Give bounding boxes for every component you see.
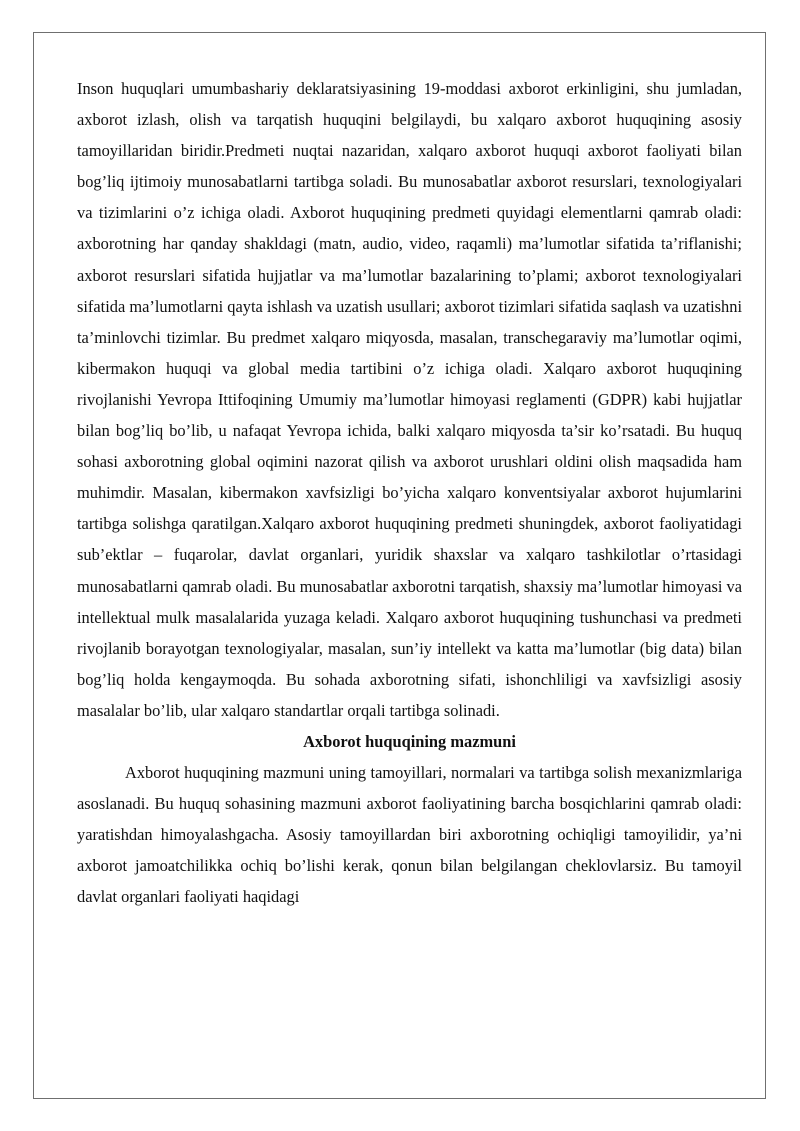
body-paragraph-2: Axborot huquqining mazmuni uning tamoyillari, normalari va tartibga solish mexanizmlariga asoslanadi. Bu huquq sohasining mazmuni axborot faoliyatining barcha bosqichlarini qamrab oladi: yaratishdan himoyalashgacha. Asosiy tamoyillardan biri axborotning ochiqligi tamoyilidir, ya’ni axborot jamoatchilikka ochiq bo’lishi kerak, qonun bilan belgilangan cheklovlarsiz. Bu tamoyil davlat organlari faoliyati haqidagi xyxy=(77,763,742,907)
section-heading: Axborot huquqining mazmuni xyxy=(303,731,516,751)
document-body xyxy=(77,73,742,913)
body-paragraph-1: Inson huquqlari umumbashariy deklaratsiyasining 19-moddasi axborot erkinligini, shu jumladan, axborot izlash, olish va tarqatish huquqini belgilaydi, bu xalqaro axborot huquqining asosiy tamoyillaridan biridir.Predmeti nuqtai nazaridan, xalqaro axborot huquqi axborot faoliyati bilan bog’liq ijtimoiy munosabatlarni tartibga soladi. Bu munosabatlar axborot resurslari, texnologiyalari va tizimlarini o’z ichiga oladi. Axborot huquqining predmeti quyidagi elementlarni qamrab oladi: axborotning har qanday shakldagi (matn, audio, video, raqamli) ma’lumotlar sifatida ta’riflanishi; axborot resurslari sifatida hujjatlar va ma’lumotlar bazalarining to’plami; axborot texnologiyalari sifatida ma’lumotlarni qayta ishlash va uzatish usullari; axborot tizimlari sifatida saqlash va uzatishni ta’minlovchi tizimlar. Bu predmet xalqaro miqyosda, masalan, transchegaraviy ma’lumotlar oqimi, kibermakon huquqi va global media tartibini o’z ichiga oladi. Xalqaro axborot huquqining rivojlanishi Yevropa Ittifoqining Umumiy ma’lumotlar himoyasi reglamenti (GDPR) kabi hujjatlar bilan bog’liq bo’lib, u nafaqat Yevropa ichida, balki xalqaro miqyosda ta’sir ko’rsatadi. Bu huquq sohasi axborotning global oqimini nazorat qilish va axborot urushlari oldini olish maqsadida ham muhimdir. Masalan, kibermakon xavfsizligi bo’yicha xalqaro konventsiyalar axborot hujumlarini tartibga solishga qaratilgan.Xalqaro axborot huquqining predmeti shuningdek, axborot faoliyatidagi sub’ektlar – fuqarolar, davlat organlari, yuridik shaxslar va xalqaro tashkilotlar o’rtasidagi munosabatlarni qamrab oladi. Bu munosabatlar axborotni tarqatish, shaxsiy ma’lumotlar himoyasi va intellektual mulk masalalarida yuzaga keladi. Xalqaro axborot huquqining tushunchasi va predmeti rivojlanib borayotgan texnologiyalar, masalan, sun’iy intellekt va katta ma’lumotlar (big data) bilan bog’liq holda kengaymoqda. Bu sohada axborotning sifati, ishonchliligi va xavfsizligi asosiy masalalar bo’lib, ular xalqaro standartlar orqali tartibga solinadi. xyxy=(77,79,742,720)
